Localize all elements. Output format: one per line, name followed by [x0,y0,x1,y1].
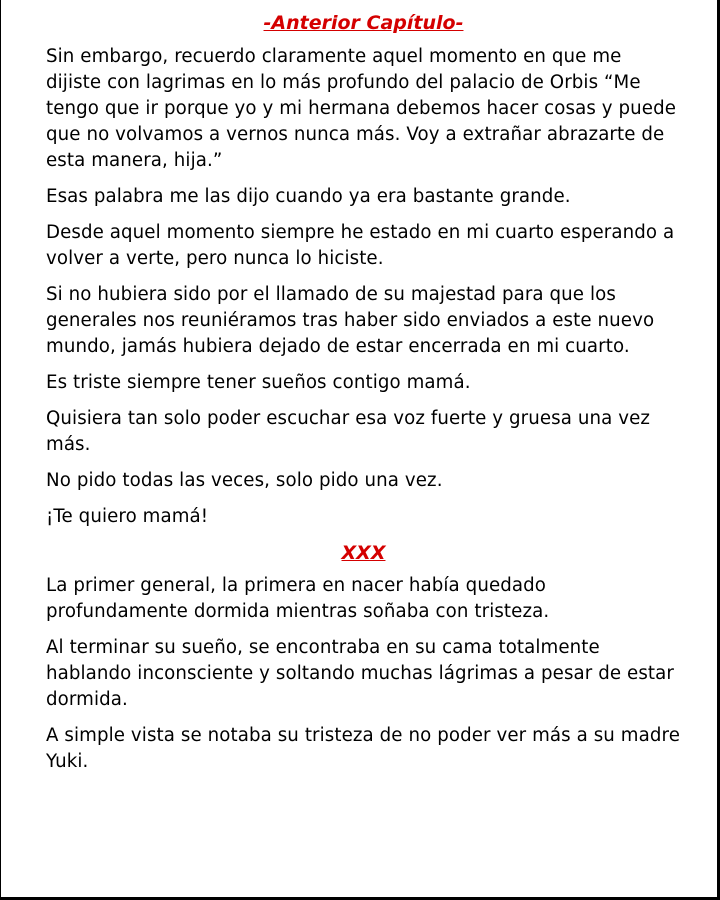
paragraph-first-general: La primer general, la primera en nacer había quedado profundamente dormida mientras soñaba con tristeza. [46,575,550,622]
paragraph-voice: Quisiera tan solo poder escuchar esa voz fuerte y gruesa una vez más. [46,408,651,455]
paragraph-once: No pido todas las veces, solo pido una vez. [46,470,443,491]
paragraph-love: ¡Te quiero mamá! [46,506,209,527]
paragraph-end-of-dream: Al terminar su sueño, se encontraba en su cama totalmente hablando inconsciente y soltando muchas lágrimas a pesar de estar dormida. [46,637,674,710]
paragraph-waiting: Desde aquel momento siempre he estado en mi cuarto esperando a volver a verte, pero nunca lo hiciste. [46,222,675,269]
section-break-heading: XXX [341,542,386,564]
paragraph-words: Esas palabra me las dijo cuando ya era bastante grande. [46,186,571,207]
paragraph-memory: Sin embargo, recuerdo claramente aquel momento en que me dijiste con lagrimas en lo más profundo del palacio de Orbis “Me tengo que ir porque yo y mi hermana debemos hacer cosas y puede que no volvamos a vernos nunca más. Voy a extrañar abrazarte de esta manera, hija.” [46,46,677,171]
paragraph-dreams: Es triste siempre tener sueños contigo mamá. [46,372,471,393]
previous-chapter-heading: -Anterior Capítulo- [263,12,464,34]
document-page [1,0,717,897]
paragraph-sadness: A simple vista se notaba su tristeza de no poder ver más a su madre Yuki. [46,725,680,772]
paragraph-majesty-call: Si no hubiera sido por el llamado de su majestad para que los generales nos reuniéramos tras haber sido enviados a este nuevo mundo, jamás hubiera dejado de estar encerrada en mi cuarto. [46,284,655,357]
